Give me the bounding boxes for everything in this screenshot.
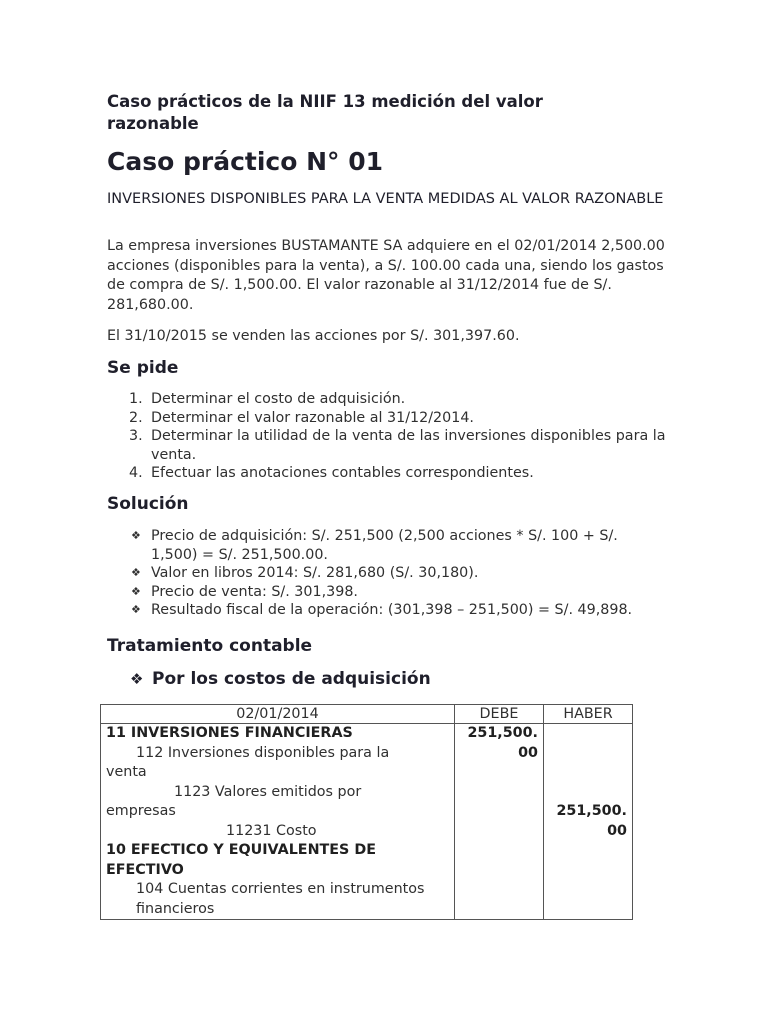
diamond-bullet-icon: ❖ [131, 529, 141, 542]
list-item [107, 601, 667, 620]
list-item-text: Precio de venta: S/. 301,398. [151, 583, 358, 600]
account-10: 10 EFECTICO Y EQUIVALENTES DE EFECTIVO [106, 842, 376, 878]
list-item-text: Determinar el valor razonable al 31/12/2014. [151, 409, 474, 426]
sale-description: El 31/10/2015 se venden las acciones por S/. 301,397.60. [107, 328, 520, 344]
list-item [107, 583, 667, 602]
account-104: 104 Cuentas corrientes en instrumentos financieros [136, 881, 425, 917]
debe-amount: 251,500. [467, 725, 538, 741]
list-item-text: Resultado fiscal de la operación: (301,398 – 251,500) = S/. 49,898. [151, 602, 633, 618]
list-item-text: Determinar la utilidad de la venta de las inversiones disponibles para la venta. [151, 428, 666, 463]
list-item-text: Determinar el costo de adquisición. [151, 391, 406, 407]
account-11: 11 INVERSIONES FINANCIERAS [106, 725, 353, 741]
debe-amount-cents: 00 [518, 744, 538, 761]
haber-spacer [549, 724, 627, 802]
list-number: 4. [129, 465, 143, 481]
list-item [107, 527, 667, 564]
solucion-list [107, 527, 667, 620]
debe-header: DEBE [455, 705, 544, 724]
diamond-bullet-icon: ❖ [130, 670, 144, 688]
costos-heading-text: Por los costos de adquisición [152, 669, 431, 689]
date-header: 02/01/2014 [101, 705, 455, 724]
diamond-bullet-icon: ❖ [131, 584, 141, 598]
haber-header: HABER [544, 705, 633, 724]
list-item-text: Precio de adquisición: S/. 251,500 (2,500 acciones * S/. 100 + S/. 1,500) = S/. 251,500.00. [151, 528, 618, 563]
account-1123-cont: empresas [106, 803, 176, 819]
list-number: 2. [129, 409, 143, 426]
list-item [107, 427, 667, 464]
solucion-heading: Solución [107, 494, 189, 514]
list-item-text: Valor en libros 2014: S/. 281,680 (S/. 30,180). [151, 565, 479, 581]
list-number: 1. [129, 391, 143, 407]
account-1123: 1123 Valores emitidos por [174, 783, 362, 800]
list-item [107, 390, 667, 409]
se-pide-heading: Se pide [107, 358, 179, 378]
list-item [107, 409, 667, 428]
tratamiento-heading: Tratamiento contable [107, 636, 313, 656]
haber-amount-cents: 00 [607, 822, 627, 839]
account-112: 112 Inversiones disponibles para la [136, 744, 390, 761]
document-title: Caso prácticos de la NIIF 13 medición del valor razonable [107, 92, 543, 133]
debe-cell [455, 724, 544, 920]
diamond-bullet-icon: ❖ [131, 566, 141, 579]
haber-amount: 251,500. [556, 803, 627, 819]
list-item-text: Efectuar las anotaciones contables correspondientes. [151, 465, 534, 481]
list-item [107, 464, 667, 483]
list-number: 3. [129, 428, 143, 444]
account-112-cont: venta [106, 764, 147, 780]
account-11231: 11231 Costo [226, 822, 317, 839]
list-item [107, 564, 667, 583]
case-description: La empresa inversiones BUSTAMANTE SA adquiere en el 02/01/2014 2,500.00 acciones (disponibles para la venta), a S/. 100.00 cada una, siendo los gastos de compra de S/. 1,500.00. El valor razonable al 31/12/2014 fue de S/. 281,680.00. [107, 238, 665, 313]
se-pide-list [107, 390, 667, 483]
costos-heading [130, 668, 431, 690]
table-row [101, 724, 633, 920]
accounts-cell [101, 724, 455, 920]
diamond-bullet-icon: ❖ [131, 603, 141, 616]
table-header-row [101, 705, 633, 724]
haber-cell [544, 724, 633, 920]
case-title: Caso práctico N° 01 [107, 147, 384, 176]
journal-entry-table [100, 704, 633, 920]
case-subheading: INVERSIONES DISPONIBLES PARA LA VENTA MEDIDAS AL VALOR RAZONABLE [107, 191, 664, 207]
